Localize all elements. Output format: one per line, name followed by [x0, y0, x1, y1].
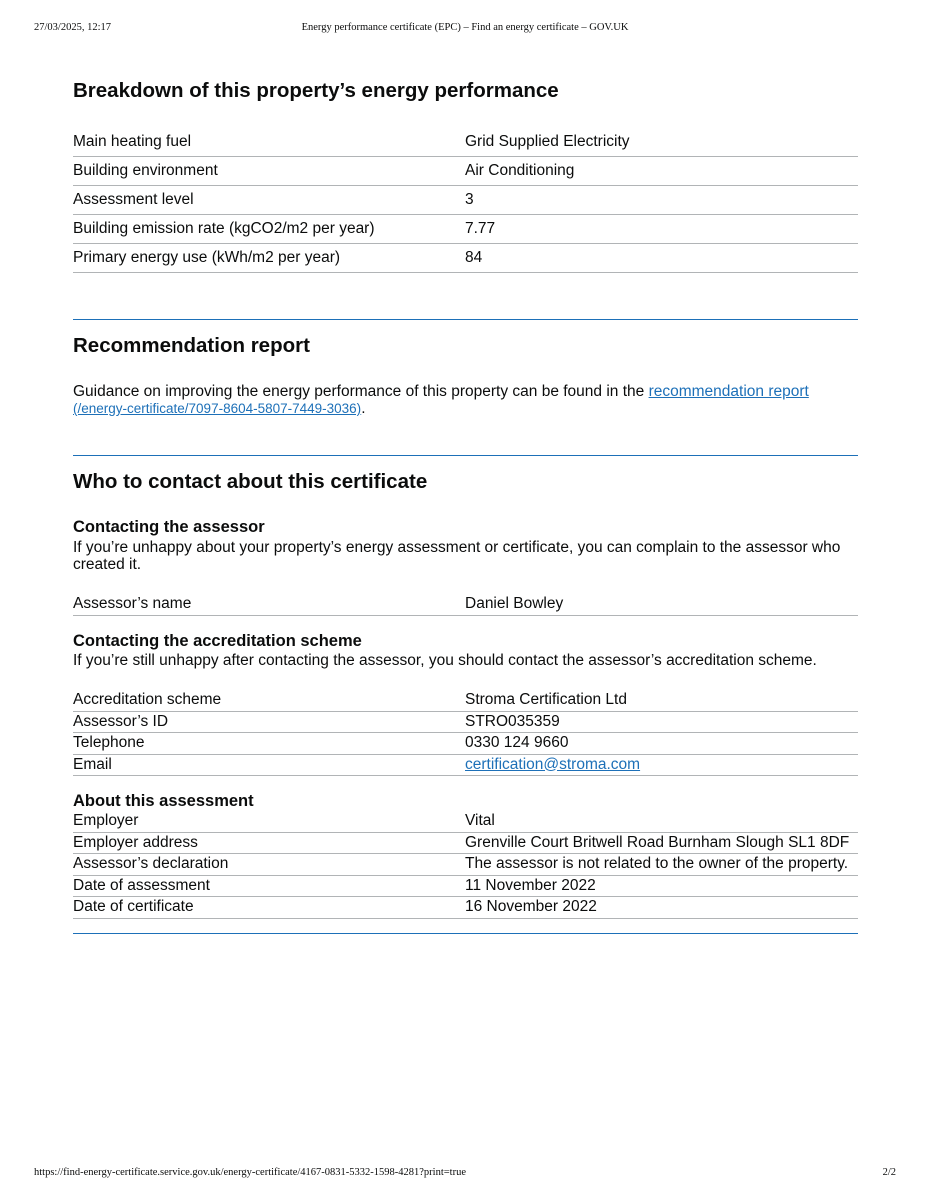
- recommendation-heading: Recommendation report: [73, 334, 310, 357]
- table-row: [73, 733, 858, 755]
- table-row: [73, 594, 858, 616]
- section-divider: [73, 933, 858, 934]
- table-row: [73, 854, 858, 876]
- scheme-table: [73, 690, 858, 776]
- about-table: [73, 811, 858, 919]
- row-label: Primary energy use (kWh/m2 per year): [73, 249, 341, 266]
- row-value: 3: [465, 191, 474, 208]
- row-label: Date of assessment: [73, 876, 210, 894]
- assessor-text: If you’re unhappy about your property’s energy assessment or certificate, you can complain to the assessor who created it.: [73, 539, 841, 573]
- table-row: [73, 712, 858, 734]
- table-row: [73, 755, 858, 777]
- recommendation-report-link[interactable]: recommendation report: [648, 383, 809, 400]
- breakdown-table: [73, 128, 858, 273]
- row-value: The assessor is not related to the owner of the property.: [465, 855, 849, 872]
- row-value: Grenville Court Britwell Road Burnham Slough SL1 8DF: [465, 833, 850, 851]
- row-value: Vital: [465, 812, 495, 829]
- row-label: Employer address: [73, 833, 198, 851]
- row-label: Email: [73, 755, 112, 773]
- row-value: [465, 755, 640, 775]
- table-row: [73, 690, 858, 712]
- row-label: Telephone: [73, 734, 145, 751]
- table-row: [73, 186, 858, 215]
- section-divider: [73, 319, 858, 320]
- row-value: 84: [465, 249, 483, 266]
- row-label: Date of certificate: [73, 898, 194, 915]
- table-row: [73, 157, 858, 186]
- recommendation-body: Guidance on improving the energy performance of this property can be found in the: [73, 383, 649, 400]
- row-label: Assessor’s declaration: [73, 855, 229, 872]
- row-label: Employer: [73, 812, 139, 829]
- recommendation-text: [73, 383, 858, 417]
- assessor-heading: Contacting the assessor: [73, 518, 265, 536]
- row-label: Main heating fuel: [73, 133, 192, 150]
- table-row: [73, 897, 858, 919]
- table-row: [73, 811, 858, 833]
- row-label: Building environment: [73, 162, 218, 179]
- table-row: [73, 833, 858, 855]
- scheme-text: If you’re still unhappy after contacting the assessor, you should contact the assessor’s accreditation scheme.: [73, 652, 817, 669]
- table-row: [73, 876, 858, 898]
- email-link[interactable]: certification@stroma.com: [465, 755, 641, 773]
- row-label: Building emission rate (kgCO2/m2 per year): [73, 220, 375, 237]
- print-header: [34, 22, 896, 36]
- row-label: Assessor’s ID: [73, 712, 169, 730]
- print-datetime: 27/03/2025, 12:17: [34, 22, 112, 33]
- print-url: https://find-energy-certificate.service.gov.uk/energy-certificate/4167-0831-5332-1598-4281?print=true: [34, 1167, 466, 1178]
- breakdown-heading: Breakdown of this property’s energy performance: [73, 79, 559, 102]
- row-value: 7.77: [465, 220, 496, 237]
- print-page-number: 2/2: [882, 1167, 896, 1178]
- row-label: Assessor’s name: [73, 595, 192, 612]
- section-divider: [73, 455, 858, 456]
- contact-heading: Who to contact about this certificate: [73, 470, 428, 493]
- scheme-heading: Contacting the accreditation scheme: [73, 632, 362, 650]
- row-value: 16 November 2022: [465, 898, 597, 915]
- table-row: [73, 128, 858, 157]
- print-footer: [34, 1167, 896, 1181]
- row-value: Daniel Bowley: [465, 595, 564, 612]
- print-page-title: Energy performance certificate (EPC) – Find an energy certificate – GOV.UK: [301, 22, 629, 33]
- table-row: [73, 244, 858, 273]
- row-value: Grid Supplied Electricity: [465, 133, 630, 150]
- row-value: STRO035359: [465, 712, 560, 730]
- recommendation-period: .: [361, 400, 366, 417]
- recommendation-report-url[interactable]: (/energy-certificate/7097-8604-5807-7449-3036): [73, 401, 362, 416]
- row-value: Stroma Certification Ltd: [465, 691, 627, 708]
- row-value: 0330 124 9660: [465, 734, 569, 751]
- row-value: Air Conditioning: [465, 162, 575, 179]
- row-label: Assessment level: [73, 191, 194, 208]
- about-heading: About this assessment: [73, 792, 254, 810]
- table-row: [73, 215, 858, 244]
- row-value: 11 November 2022: [465, 876, 596, 894]
- assessor-table: [73, 594, 858, 616]
- row-label: Accreditation scheme: [73, 691, 222, 708]
